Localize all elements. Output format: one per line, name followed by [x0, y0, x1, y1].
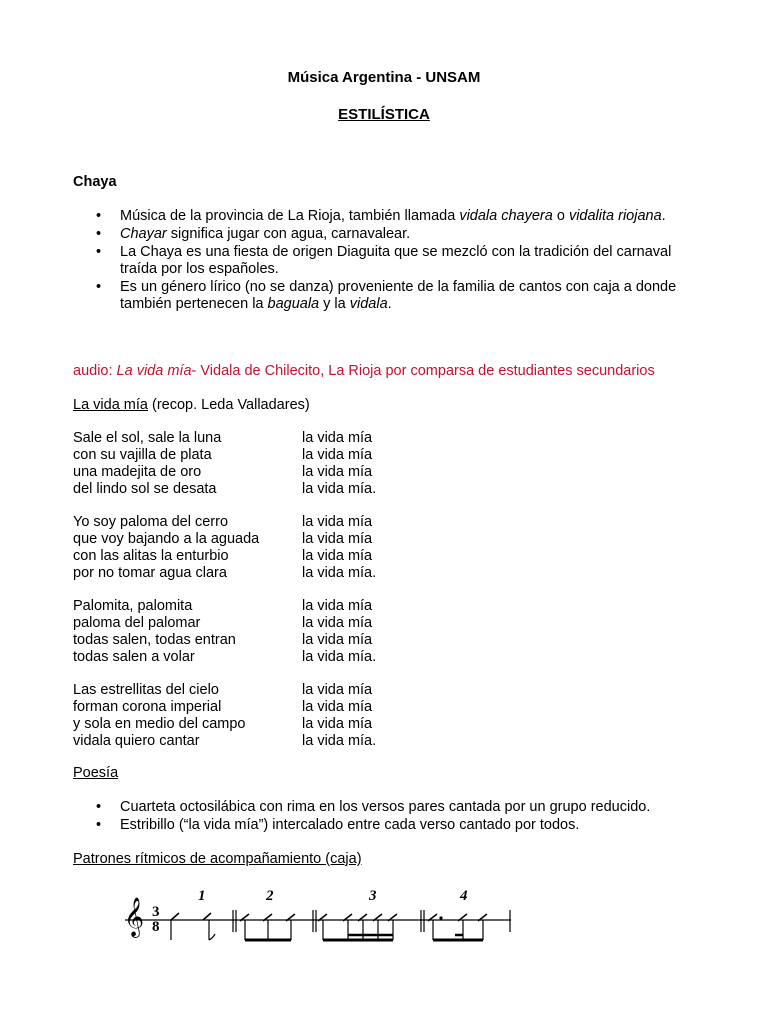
- verse-refrain: la vida mía.: [302, 733, 377, 749]
- audio-reference: [73, 363, 655, 379]
- stanza: [73, 430, 693, 498]
- bullet-text: y la: [319, 296, 350, 312]
- verse-line: [73, 615, 693, 632]
- italic-term: vidala chayera: [459, 208, 553, 224]
- rhythm-notation: [115, 880, 515, 950]
- verse-line: [73, 514, 693, 531]
- verse-refrain: la vida mía: [302, 699, 373, 715]
- verse-text: por no tomar agua clara: [73, 565, 227, 581]
- italic-term: vidalita riojana: [568, 208, 662, 224]
- verse-refrain: la vida mía.: [302, 649, 377, 665]
- time-signature-top: 3: [152, 904, 160, 920]
- stanza: [73, 598, 693, 666]
- verse-text: con las alitas la enturbio: [73, 548, 229, 564]
- verse-text: Yo soy paloma del cerro: [73, 514, 229, 530]
- verse-line: [73, 716, 693, 733]
- chaya-bullet-item: [96, 244, 696, 278]
- verse-refrain: la vida mía: [302, 531, 373, 547]
- verse-line: [73, 481, 693, 498]
- bullet-text: Es un género lírico (no se danza) proveniente de la familia de cantos con caja a donde también pertenecen la: [120, 279, 677, 312]
- verse-line: [73, 733, 693, 750]
- verse-line: [73, 598, 693, 615]
- poesia-bullet-item: • Estribillo (“la vida mía”) intercalado entre cada verso cantado por todos.: [96, 817, 696, 834]
- verse-refrain: la vida mía.: [302, 481, 377, 497]
- verse-text: todas salen a volar: [73, 649, 195, 665]
- bullet-text: Música de la provincia de La Rioja, también llamada: [120, 208, 460, 224]
- song-credit: (recop. Leda Valladares): [147, 397, 310, 413]
- chaya-bullet-item: [96, 279, 696, 313]
- poesia-bullet-list: [96, 799, 696, 835]
- verse-text: una madejita de oro: [73, 464, 202, 480]
- rhythm-pattern-3: [318, 914, 397, 940]
- chaya-bullet-list: [96, 208, 696, 314]
- bullet-text: .: [661, 208, 666, 224]
- verse-line: [73, 531, 693, 548]
- verse-refrain: la vida mía: [302, 598, 373, 614]
- rhythm-pattern-2: [240, 914, 295, 940]
- rhythm-pattern-4: [428, 914, 487, 940]
- pattern-number-1: 1: [198, 888, 206, 904]
- verse-refrain: la vida mía: [302, 430, 373, 446]
- verse-line: [73, 649, 693, 666]
- page-subtitle: ESTILÍSTICA: [338, 106, 430, 123]
- bullet-text: La Chaya es una fiesta de origen Diaguita que se mezcló con la tradición del carnaval traída por los españoles.: [120, 244, 672, 277]
- verse-line: [73, 565, 693, 582]
- verse-line: [73, 682, 693, 699]
- chaya-bullet-item: [96, 208, 696, 225]
- verse-refrain: la vida mía: [302, 548, 373, 564]
- verse-refrain: la vida mía: [302, 464, 373, 480]
- verse-refrain: la vida mía: [302, 447, 373, 463]
- verse-text: Sale el sol, sale la luna: [73, 430, 222, 446]
- patrones-title: Patrones rítmicos de acompañamiento (caja): [73, 851, 362, 867]
- rhythm-pattern-1: [171, 913, 215, 940]
- pattern-number-3: 3: [369, 888, 377, 904]
- italic-term: vidala: [349, 296, 388, 312]
- verse-text: del lindo sol se desata: [73, 481, 217, 497]
- treble-clef-icon: 𝄞: [124, 899, 145, 936]
- verse-line: [73, 548, 693, 565]
- verse-line: [73, 447, 693, 464]
- song-heading: [73, 397, 310, 413]
- verse-text: y sola en medio del campo: [73, 716, 246, 732]
- chaya-bullet-item: [96, 226, 696, 243]
- verse-text: con su vajilla de plata: [73, 447, 212, 463]
- verse-refrain: la vida mía: [302, 632, 373, 648]
- stanza: [73, 514, 693, 582]
- verse-text: todas salen, todas entran: [73, 632, 236, 648]
- verse-text: Palomita, palomita: [73, 598, 193, 614]
- stanza: [73, 682, 693, 750]
- bullet-text: .: [387, 296, 392, 312]
- song-lyrics: [73, 430, 693, 766]
- page-title: Música Argentina - UNSAM: [287, 69, 481, 86]
- verse-refrain: la vida mía: [302, 615, 373, 631]
- verse-refrain: la vida mía.: [302, 565, 377, 581]
- verse-line: [73, 699, 693, 716]
- song-title: La vida mía: [73, 397, 148, 413]
- verse-text: paloma del palomar: [73, 615, 201, 631]
- verse-refrain: la vida mía: [302, 716, 373, 732]
- time-signature-bottom: 8: [152, 919, 160, 935]
- poesia-bullet-item: • Cuarteta octosilábica con rima en los versos pares cantada por un grupo reducido.: [96, 799, 696, 816]
- verse-text: vidala quiero cantar: [73, 733, 200, 749]
- verse-text: forman corona imperial: [73, 699, 222, 715]
- pattern-number-4: 4: [460, 888, 468, 904]
- audio-prefix: audio:: [73, 363, 117, 379]
- bullet-text: significa jugar con agua, carnavalear.: [166, 226, 411, 242]
- verse-refrain: la vida mía: [302, 682, 373, 698]
- verse-text: Las estrellitas del cielo: [73, 682, 219, 698]
- verse-line: [73, 464, 693, 481]
- verse-line: [73, 632, 693, 649]
- audio-description: - Vidala de Chilecito, La Rioja por comparsa de estudiantes secundarios: [191, 363, 655, 379]
- verse-refrain: la vida mía: [302, 514, 373, 530]
- poesia-title: Poesía: [73, 765, 119, 781]
- verse-text: que voy bajando a la aguada: [73, 531, 260, 547]
- bullet-text: o: [552, 208, 569, 224]
- verse-line: [73, 430, 693, 447]
- italic-term: Chayar: [120, 226, 167, 242]
- section-title-chaya: Chaya: [73, 174, 117, 190]
- audio-work-title: La vida mía: [116, 363, 192, 379]
- pattern-number-2: 2: [266, 888, 274, 904]
- italic-term: baguala: [267, 296, 320, 312]
